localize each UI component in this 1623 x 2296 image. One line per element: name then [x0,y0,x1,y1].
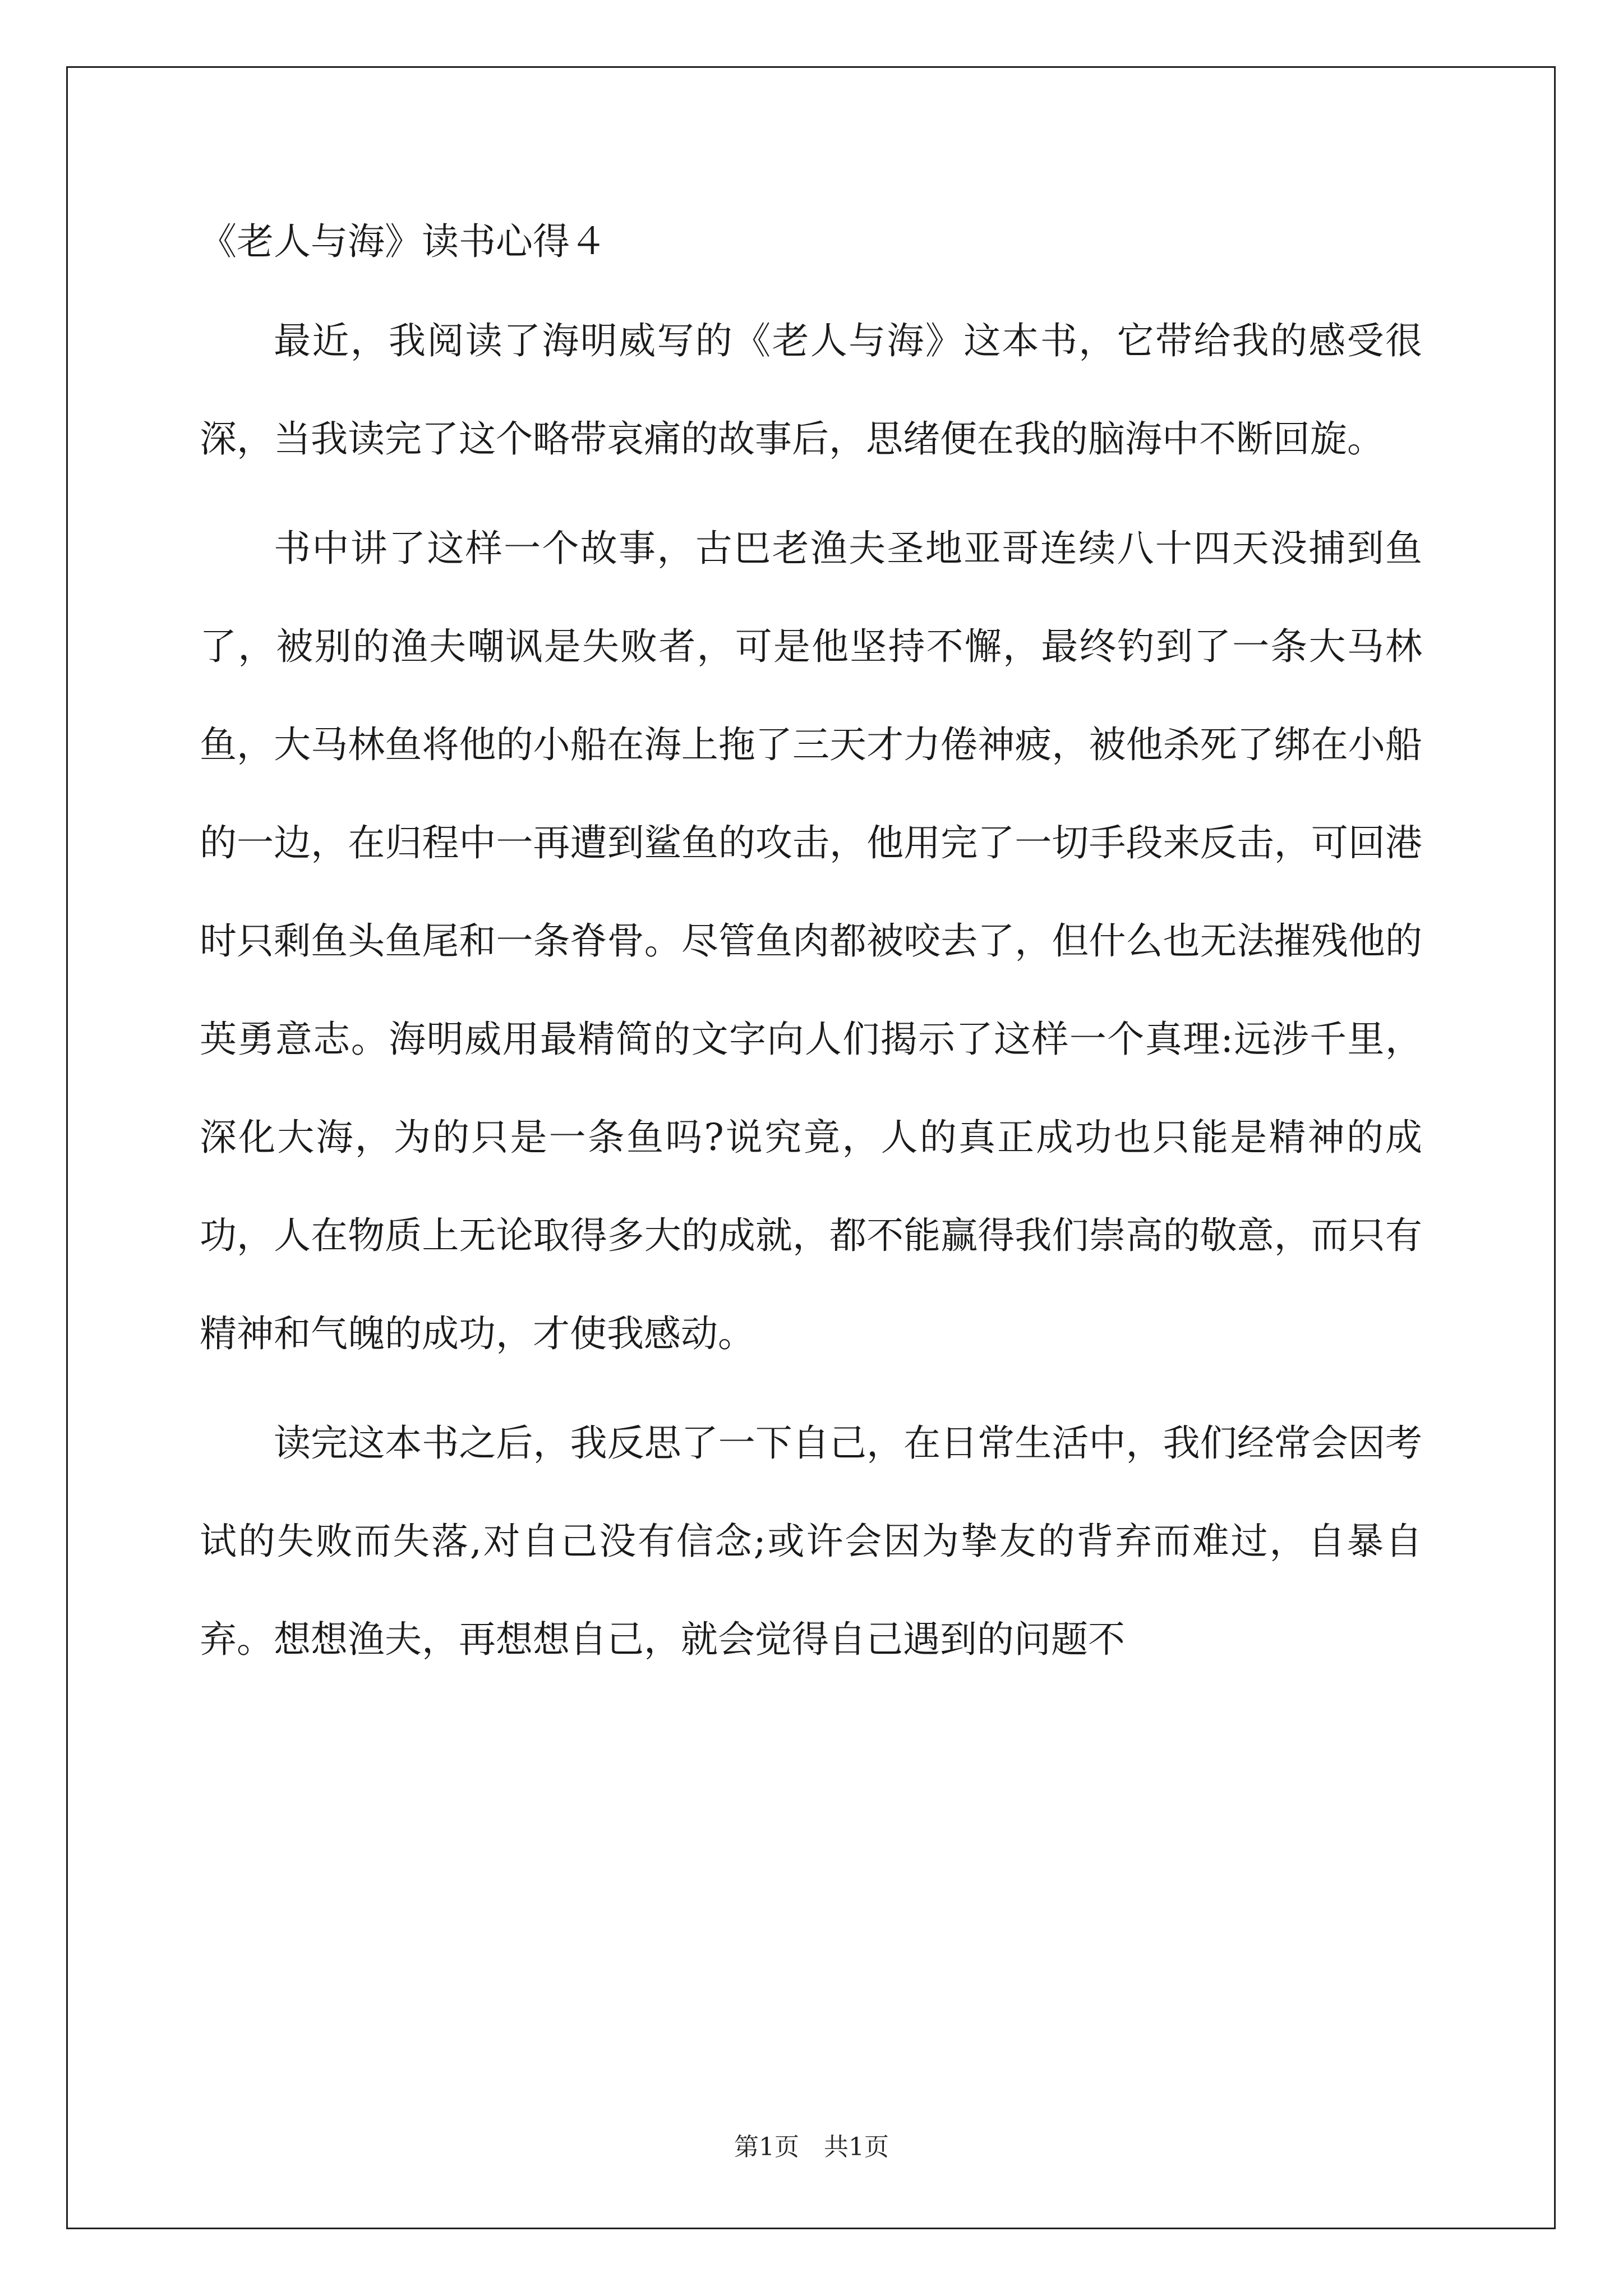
paragraph-3: 读完这本书之后，我反思了一下自己，在日常生活中，我们经常会因考试的失败而失落,对自己没有信念;或许会因为挚友的背弃而难过，自暴自弃。想想渔夫，再想想自己，就会觉得自己遇到的问题不 [200,1421,1422,1661]
document-body [200,292,1422,1688]
page-number-footer: 第1页 共1页 [734,2133,889,2161]
paragraph-2: 书中讲了这样一个故事，古巴老渔夫圣地亚哥连续八十四天没捕到鱼了，被别的渔夫嘲讽是失败者，可是他坚持不懈，最终钓到了一条大马林鱼，大马林鱼将他的小船在海上拖了三天才力倦神疲，被他杀死了绑在小船的一边，在归程中一再遭到鲨鱼的攻击，他用完了一切手段来反击，可回港时只剩鱼头鱼尾和一条脊骨。尽管鱼肉都被咬去了，但什么也无法摧残他的英勇意志。海明威用最精简的文字向人们揭示了这样一个真理:远涉千里，深化大海，为的只是一条鱼吗?说究竟，人的真正成功也只能是精神的成功，人在物质上无论取得多大的成就，都不能赢得我们崇高的敬意，而只有精神和气魄的成功，才使我感动。 [200,527,1422,1355]
paragraph-1: 最近，我阅读了海明威写的《老人与海》这本书，它带给我的感受很深，当我读完了这个略带哀痛的故事后，思绪便在我的脑海中不断回旋。 [200,319,1422,461]
document-title: 《老人与海》读书心得４ [200,220,607,263]
